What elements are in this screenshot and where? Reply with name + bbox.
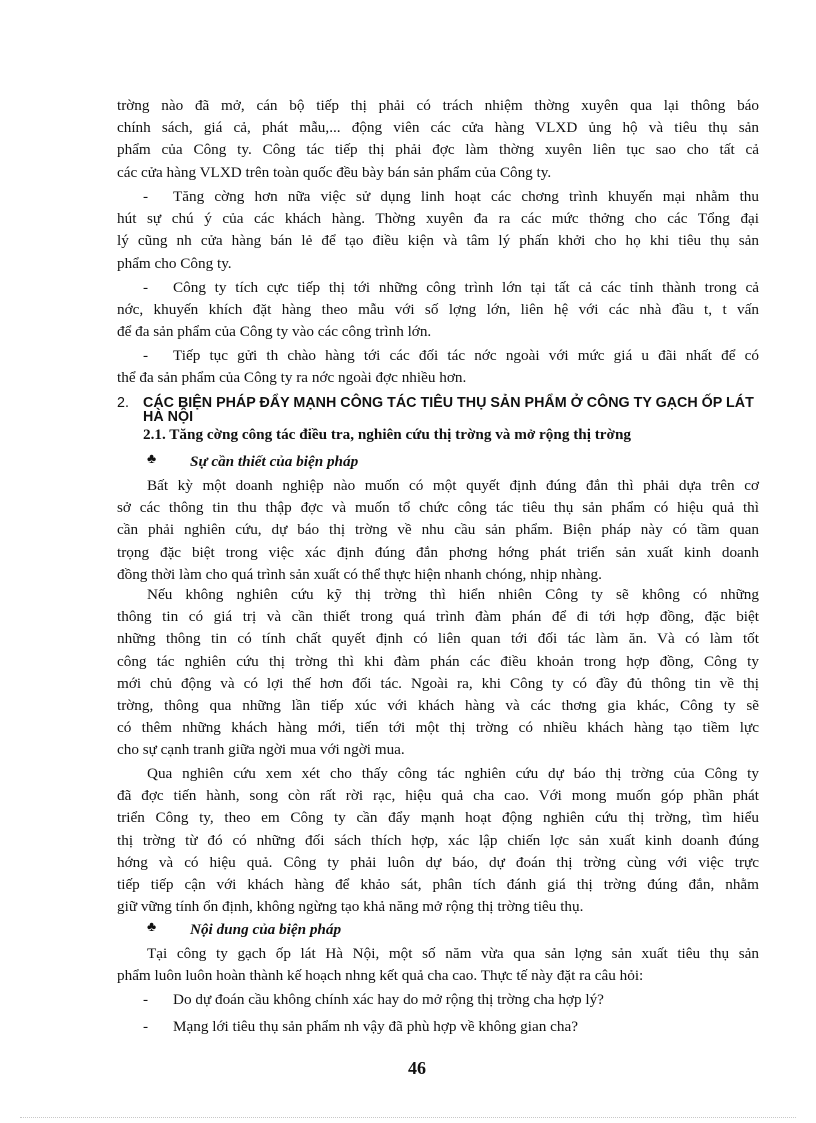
page-bottom-rule bbox=[20, 1117, 796, 1118]
text-line: Do dự đoán cầu không chính xác hay do mở rộng thị trờng cha hợp lý? bbox=[173, 991, 604, 1008]
club-icon: ♣ bbox=[147, 452, 157, 467]
text-line: Nếu không nghiên cứu kỹ thị trờng thì hiển nhiên Công ty sẽ không có những bbox=[147, 586, 759, 603]
paragraph bbox=[117, 475, 759, 586]
bullet-dash: - bbox=[143, 991, 149, 1008]
paragraph bbox=[117, 943, 759, 987]
text-line: thể đa sản phẩm của Công ty ra nớc ngoài đợc nhiều hơn. bbox=[117, 369, 467, 387]
bullet-item bbox=[117, 345, 759, 389]
text-line: trờng, thông qua những lần tiếp xúc với khách hàng và các thơng gia khác, Công ty sẽ bbox=[117, 697, 759, 715]
text-line: Tại công ty gạch ốp lát Hà Nội, một số năm vừa qua sản lợng sản xuất tiêu thụ sản bbox=[147, 945, 759, 962]
text-line: trọng đặc biệt trong việc xác định đúng đắn phơng hớng phát triển sản xuất kinh doanh bbox=[117, 543, 759, 561]
text-line: những thông tin có tính chất quyết định có liên quan tới đối tác làm ăn. Và có làm tốt bbox=[117, 630, 759, 648]
bullet-dash: - bbox=[143, 1018, 149, 1035]
text-line: tiếp tiếp cận với khách hàng để khảo sát, phân tích đánh giá thị trờng đúng đắn, nhằm bbox=[117, 876, 759, 894]
text-line: Bất kỳ một doanh nghiệp nào muốn có một quyết định đúng đắn thì phải dựa trên cơ bbox=[147, 477, 759, 494]
text-line: Tăng cờng hơn nữa việc sử dụng linh hoạt các chơng trình khuyến mại nhằm thu bbox=[173, 188, 759, 205]
text-line: cho sự cạnh tranh giữa ngời mua với ngời mua. bbox=[117, 741, 405, 759]
text-line: thông tin có giá trị và cần thiết trong quá trình đàm phán để đi tới hợp đồng, đặc biệt bbox=[117, 608, 759, 626]
bullet-item bbox=[117, 277, 759, 344]
text-line: giữ vững tính ổn định, không ngừng tạo khả năng mở rộng thị trờng tiêu thụ. bbox=[117, 898, 584, 916]
text-line: Công ty tích cực tiếp thị tới những công trình lớn tại tất cả các tỉnh thành trong cả bbox=[173, 279, 759, 296]
text-line: Qua nghiên cứu xem xét cho thấy công tác nghiên cứu dự báo thị trờng của Công ty bbox=[147, 765, 759, 782]
bullet-item bbox=[117, 186, 759, 275]
text-line: phẩm luôn luôn hoàn thành kế hoạch nhng kết quả cha cao. Thực tế này đặt ra câu hỏi: bbox=[117, 967, 644, 985]
top-paragraph bbox=[117, 95, 759, 184]
text-line: phẩm của Công ty. Công tác tiếp thị phải đợc làm thờng xuyên liên tục sao cho tất cả bbox=[117, 141, 759, 159]
text-line: triển Công ty, theo em Công ty cần đẩy mạnh hoạt động nghiên cứu thị trờng, tìm hiểu bbox=[117, 809, 759, 827]
text-line: các cửa hàng VLXD trên toàn quốc đều bày bán sản phẩm của Công ty. bbox=[117, 163, 552, 181]
paragraph bbox=[117, 763, 759, 918]
bullet-dash: - bbox=[143, 279, 149, 296]
text-line: chính sách, giá cả, phát mẫu,... động viên các cửa hàng VLXD ủng hộ và tiêu thụ sản bbox=[117, 119, 759, 137]
text-line: sở các thông tin thu thập đợc và muốn tổ chức công tác tiêu thụ sản phẩm có hiệu quả thì bbox=[117, 499, 759, 517]
text-line: có thêm những khách hàng mới, tiến tới một thị trờng có nhiều khách hàng tạo tiềm lực bbox=[117, 719, 759, 737]
section-title: CÁC BIỆN PHÁP ĐẨY MẠNH CÔNG TÁC TIÊU THỤ SẢN PHẨM Ở CÔNG TY GẠCH ỐP LÁT HÀ NỘI bbox=[143, 395, 754, 425]
paragraph bbox=[117, 584, 759, 762]
text-line: trờng nào đã mở, cán bộ tiếp thị phải có trách nhiệm thờng xuyên qua lại thông báo bbox=[117, 97, 759, 114]
text-line: để đa sản phẩm của Công ty vào các công trình lớn. bbox=[117, 323, 432, 341]
section-heading bbox=[117, 396, 767, 424]
section-number: 2. bbox=[117, 395, 129, 411]
text-line: lý cũng nh cửa hàng bán lẻ để tạo điều kiện và tâm lý phấn khởi cho họ khi tiêu thụ sản bbox=[117, 232, 759, 250]
text-line: công tác nghiên cứu thị trờng thì khi đàm phán các điều khoản trong hợp đồng, Công ty bbox=[117, 652, 759, 670]
text-line: phẩm cho Công ty. bbox=[117, 254, 232, 272]
page-number: 46 bbox=[408, 1058, 426, 1078]
text-line: cần phải nghiên cứu, dự báo thị trờng về nhu cầu sản phẩm. Biện pháp này có tầm quan bbox=[117, 521, 759, 539]
bullet-item bbox=[117, 1016, 759, 1038]
bullet-dash: - bbox=[143, 188, 149, 205]
subsection-title-need: Sự cần thiết của biện pháp bbox=[190, 453, 359, 470]
bullet-dash: - bbox=[143, 347, 149, 364]
text-line: nớc, khuyến khích đặt hàng theo mẫu với số lợng lớn, liên hệ với các nhà đầu t, t vấn bbox=[117, 301, 759, 319]
text-line: mới chủ động và có lợi thế hơn đối tác. Ngoài ra, khi Công ty có đầy đủ thông tin về thị bbox=[117, 674, 759, 692]
bullet-item bbox=[117, 989, 759, 1011]
text-line: Tiếp tục gửi th chào hàng tới các đối tác nớc ngoài với mức giá u đãi nhất để có bbox=[173, 347, 759, 364]
subsection-title-content: Nội dung của biện pháp bbox=[190, 921, 342, 938]
text-line: hút sự chú ý của các khách hàng. Thờng xuyên đa ra các mức thởng cho các Tổng đại bbox=[117, 210, 759, 228]
text-line: Mạng lới tiêu thụ sản phẩm nh vậy đã phù hợp về không gian cha? bbox=[173, 1018, 578, 1035]
text-line: đồng thời làm cho quá trình sản xuất có thể thực hiện nhanh chóng, nhịp nhàng. bbox=[117, 565, 602, 583]
club-icon: ♣ bbox=[147, 920, 157, 935]
text-line: thị trờng từ đó có những đối sách thích hợp, xác lập chiến lợc sản xuất kinh doanh đúng bbox=[117, 831, 759, 849]
subsection-heading: 2.1. Tăng cờng công tác điều tra, nghiên cứu thị trờng và mở rộng thị trờng bbox=[143, 426, 631, 443]
text-line: đã đợc tiến hành, song còn rất rời rạc, hiệu quả cha cao. Với mong muốn góp phần phát bbox=[117, 787, 759, 805]
text-line: hớng và có hiệu quả. Công ty phải luôn dự báo, dự đoán thị trờng cùng với việc trực bbox=[117, 853, 759, 871]
